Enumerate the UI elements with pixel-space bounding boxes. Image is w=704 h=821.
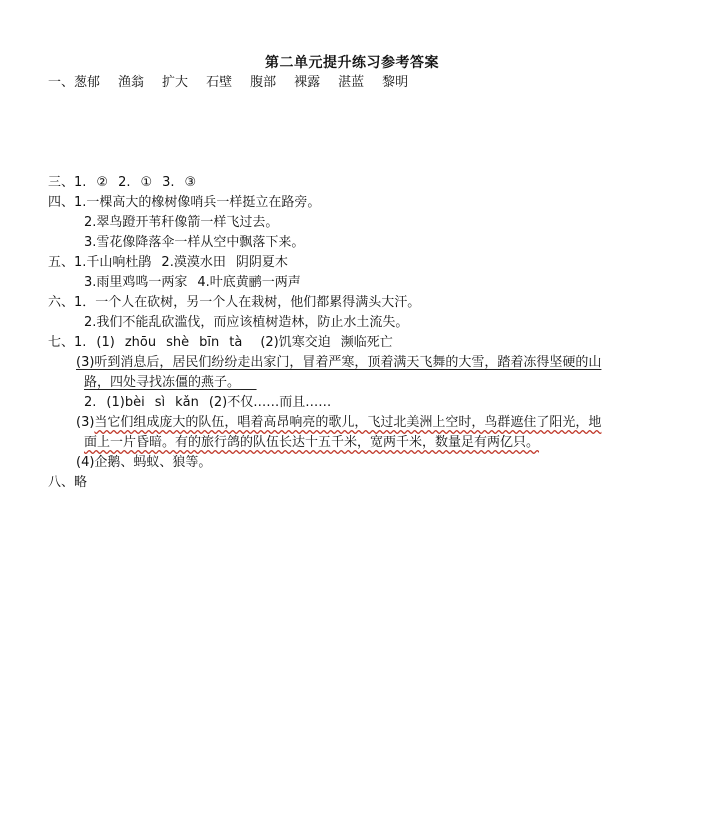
pinyin-7: kǎn <box>175 395 199 410</box>
q3-answer: ③ <box>184 175 197 190</box>
pinyin-3: bīn <box>199 335 220 350</box>
word-8: 黎明 <box>382 75 409 90</box>
section-7-label: 七、 <box>48 335 75 350</box>
q2-part-1-label: (1) <box>106 395 125 410</box>
section-8-label: 八、 <box>48 475 75 490</box>
section-5-item-1: 1.千山响杜鹃 <box>74 255 152 270</box>
word-7: 湛蓝 <box>338 75 365 90</box>
section-8 <box>48 474 87 492</box>
section-8-answer: 略 <box>74 475 88 490</box>
section-5-line-2 <box>84 274 301 292</box>
q2-line <box>84 394 331 412</box>
section-3-label: 三、 <box>48 175 75 190</box>
section-5 <box>48 254 288 272</box>
q2-part-2: (2)不仅……而且…… <box>208 395 332 410</box>
q1-part-1-label: (1) <box>96 335 115 350</box>
section-4-item-1: 1.一棵高大的橡树像哨兵一样挺立在路旁。 <box>74 195 321 210</box>
q1-part-2b: 濒临死亡 <box>340 335 393 350</box>
section-3 <box>48 174 196 192</box>
word-5: 腹部 <box>250 75 277 90</box>
page-title: 第二单元提升练习参考答案 <box>265 55 439 71</box>
section-4-item-3: 3.雪花像降落伞一样从空中飘落下来。 <box>84 235 305 250</box>
section-1-label: 一、 <box>48 75 75 90</box>
q3-number: 3. <box>162 175 175 190</box>
section-6 <box>48 294 420 312</box>
section-6-label: 六、 <box>48 295 75 310</box>
q2-part-3-text-2: 面上一片昏暗。有的旅行鸽的队伍长达十五千米，宽两千米，数量足有两亿只。 <box>84 435 540 450</box>
pinyin-1: zhōu <box>124 335 157 350</box>
q1-part-3-line-1 <box>76 354 601 372</box>
section-6-item-2: 2.我们不能乱砍滥伐，而应该植树造林，防止水土流失。 <box>84 315 409 330</box>
section-5-item-4: 4.叶底黄鹂一两声 <box>197 275 301 290</box>
q1-number: 1. <box>74 175 87 190</box>
q2-part-3-line-1 <box>76 414 601 432</box>
word-4: 石壁 <box>206 75 233 90</box>
word-6: 裸露 <box>294 75 321 90</box>
section-6-item-1: 1．一个人在砍树，另一个人在栽树，他们都累得满头大汗。 <box>74 295 421 310</box>
pinyin-6: sì <box>154 395 166 410</box>
q1-answer: ② <box>96 175 109 190</box>
q2-answer: ① <box>140 175 153 190</box>
section-5-item-2b: 阴阴夏木 <box>235 255 288 270</box>
q2-part-4: (4)企鹅、蚂蚁、狼等。 <box>76 455 212 470</box>
q2-number: 2. <box>84 395 97 410</box>
word-1: 葱郁 <box>74 75 101 90</box>
q1-part-2: (2)饥寒交迫 <box>260 335 331 350</box>
q2-part-3-line-2 <box>84 434 539 452</box>
q1-part-3-text-2: 路，四处寻找冻僵的燕子。 <box>84 375 241 390</box>
word-2: 渔翁 <box>118 75 145 90</box>
section-4-item-2: 2.翠鸟蹬开苇秆像箭一样飞过去。 <box>84 215 279 230</box>
section-1 <box>48 74 408 92</box>
q2-number: 2. <box>118 175 131 190</box>
q1-part-3-text-1: (3)听到消息后，居民们纷纷走出家门，冒着严寒，顶着满天飞舞的大雪，踏着冻得坚硬的山 <box>76 355 602 370</box>
q1-number: 1. <box>74 335 87 350</box>
section-5-label: 五、 <box>48 255 75 270</box>
section-4 <box>48 194 320 212</box>
section-4-label: 四、 <box>48 195 75 210</box>
pinyin-2: shè <box>166 335 190 350</box>
section-5-item-3: 3.雨里鸡鸣一两家 <box>84 275 188 290</box>
q2-part-3-text-1: 当它们组成庞大的队伍，唱着高昂响亮的歌儿，飞过北美洲上空时，鸟群遮住了阳光，地 <box>94 415 602 430</box>
section-5-item-2a: 2.漠漠水田 <box>161 255 226 270</box>
pinyin-4: tà <box>229 335 243 350</box>
q1-part-3-line-2 <box>84 374 257 392</box>
pinyin-5: bèi <box>124 395 145 410</box>
word-3: 扩大 <box>162 75 189 90</box>
section-7 <box>48 334 393 352</box>
q2-part-3-label: (3) <box>76 415 95 430</box>
